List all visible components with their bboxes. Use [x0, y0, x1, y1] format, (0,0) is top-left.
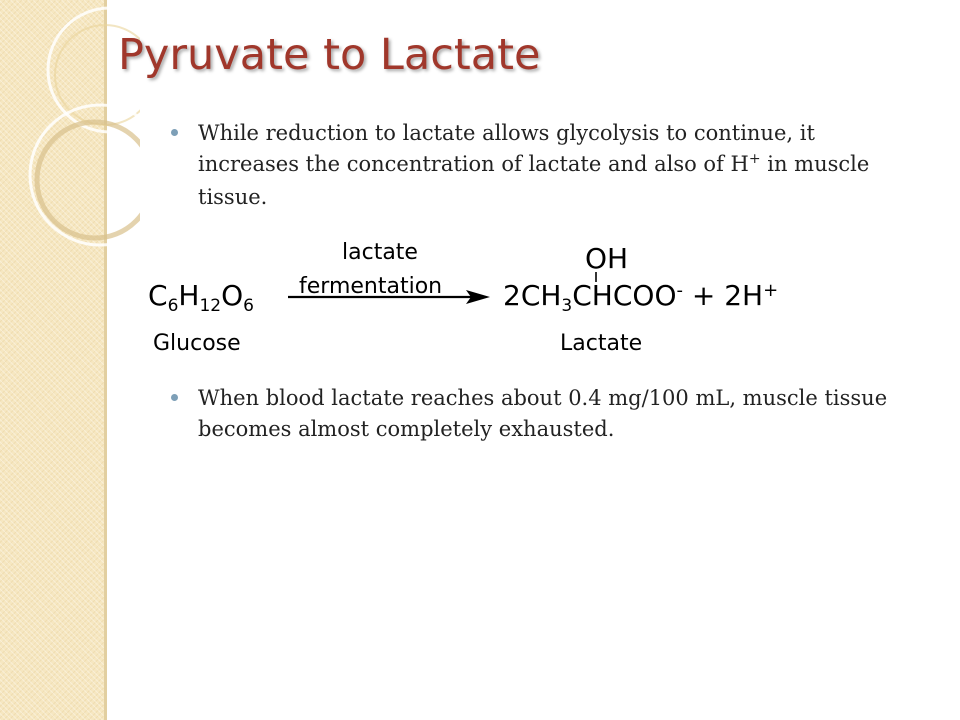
reaction-arrow-head: [466, 290, 490, 304]
arrow-label-line1: lactate: [342, 240, 418, 265]
bullet-text: When blood lactate reaches about 0.4 mg/100 mL, muscle tissue becomes almost completely exhausted.: [198, 386, 888, 441]
glucose-formula: $C_6H_{12}O_6$: [148, 279, 254, 316]
bullet-item: [172, 383, 912, 444]
slide-title: Pyruvate to Lactate: [118, 30, 541, 80]
bullet-icon: [171, 394, 178, 401]
bullet-icon: [171, 129, 178, 136]
arrow-label-line2: fermentation: [299, 274, 443, 299]
glucose-label: Glucose: [153, 331, 241, 356]
oh-group: OH: [585, 242, 629, 275]
lactate-formula: $2CH_3CHCOO^- + 2H^+$: [503, 279, 779, 316]
lactate-label: Lactate: [560, 331, 643, 356]
bullet-text: While reduction to lactate allows glycolysis to continue, it increases the concentration of lactate and also of H+ in muscle tissue.: [198, 121, 870, 209]
bullet-item: [172, 118, 912, 213]
